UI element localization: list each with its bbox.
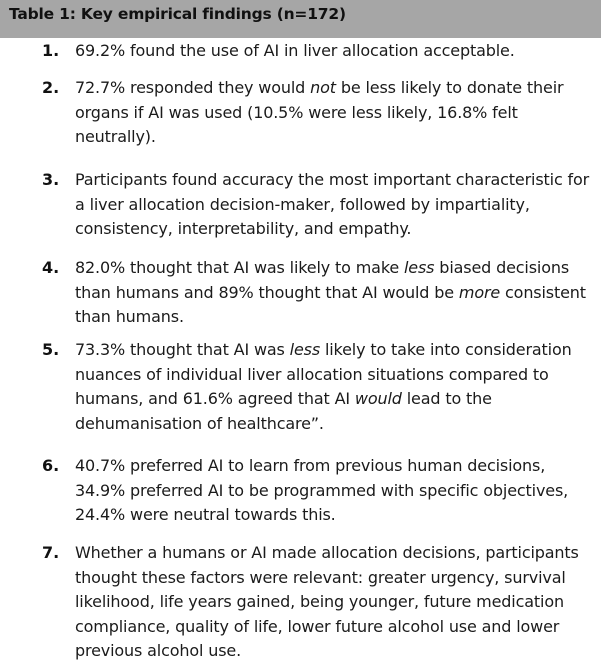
emphasis-text: not	[310, 78, 336, 97]
text-run: 40.7% preferred AI to learn from previous human decisions, 34.9% preferred AI to be programmed with specific objectives, 24.4% were neutral towards this.	[75, 456, 569, 524]
table-title: Table 1: Key empirical findings (n=172)	[0, 0, 601, 38]
finding-number: 7.	[42, 543, 60, 562]
text-run: 73.3% thought that AI was	[75, 340, 290, 359]
finding-text	[75, 256, 595, 330]
text-run: lead to the dehumanisation of healthcare”.	[75, 389, 492, 433]
finding-number: 3.	[42, 170, 60, 189]
emphasis-text: less	[404, 258, 435, 277]
emphasis-text: less	[289, 340, 321, 359]
finding-text	[75, 168, 595, 242]
emphasis-text: more	[458, 282, 501, 302]
finding-text	[75, 541, 595, 664]
text-run: consistent than humans.	[75, 282, 586, 326]
finding-number: 5.	[42, 340, 60, 359]
finding-number: 4.	[42, 258, 60, 277]
text-run: be less likely to donate their organs if AI was used (10.5% were less likely, 16.8% felt neutrally).	[75, 78, 564, 146]
finding-number: 1.	[42, 41, 60, 60]
text-run: Participants found accuracy the most important characteristic for a liver allocation decision-maker, followed by impartiality, consistency, interpretability, and empathy.	[75, 170, 590, 238]
finding-number: 6.	[42, 456, 60, 475]
text-run: likely to take into consideration nuances of individual liver allocation situations compared to humans, and 61.6% agreed that AI	[75, 340, 572, 408]
finding-text	[75, 76, 595, 150]
text-run: Whether a humans or AI made allocation decisions, participants thought these factors were relevant: greater urgency, survival likelihood, life years gained, being younger, future medication compliance, quality of life, lower future alcohol use and lower previous alcohol use.	[75, 543, 579, 660]
finding-number: 2.	[42, 78, 60, 97]
text-run: 69.2% found the use of AI in liver allocation acceptable.	[75, 41, 515, 60]
text-run: biased decisions than humans and 89% thought that AI would be	[75, 258, 570, 302]
text-run: 82.0% thought that AI was likely to make	[75, 258, 404, 277]
finding-text	[75, 454, 595, 528]
emphasis-text: would	[354, 389, 402, 408]
text-run: 72.7% responded they would	[75, 78, 311, 97]
finding-text	[75, 338, 595, 436]
finding-text	[75, 39, 595, 64]
